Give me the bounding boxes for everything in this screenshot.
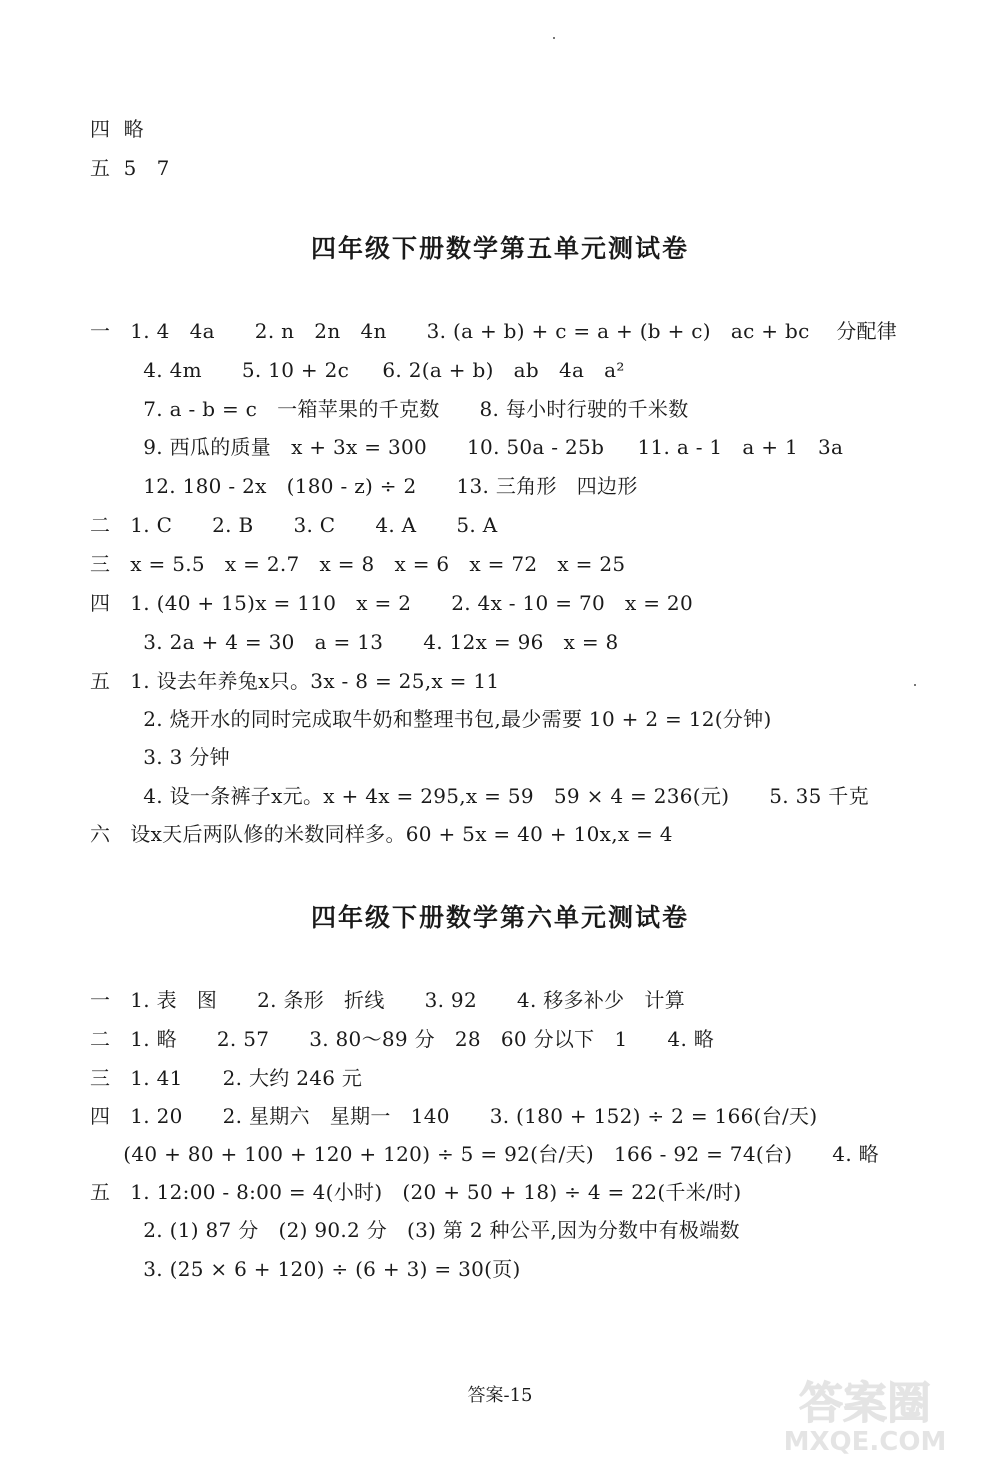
answer-line: 五 1. 设去年养兔x只。3x - 8 = 25,x = 11: [90, 669, 500, 693]
answer-line: 四 1. (40 + 15)x = 110 x = 2 2. 4x - 10 = 70 x = 20: [90, 591, 693, 615]
watermark-bottom: MXQE.COM: [783, 1427, 947, 1455]
answer-line: 4. 设一条裤子x元。x + 4x = 295,x = 59 59 × 4 = 236(元) 5. 35 千克: [90, 784, 869, 808]
answer-line: 二 1. 略 2. 57 3. 80～89 分 28 60 分以下 1 4. 略: [90, 1027, 715, 1051]
answer-line: 3. (25 × 6 + 120) ÷ (6 + 3) = 30(页): [90, 1257, 521, 1281]
section6-title: 四年级下册数学第六单元测试卷: [310, 903, 689, 932]
answer-line: 五 5 7: [90, 156, 170, 180]
answer-line: 一 1. 表 图 2. 条形 折线 3. 92 4. 移多补少 计算: [90, 988, 686, 1012]
answer-line: 三 1. 41 2. 大约 246 元: [90, 1066, 363, 1090]
answer-line: 3. 3 分钟: [90, 745, 230, 769]
answer-line: 三 x = 5.5 x = 2.7 x = 8 x = 6 x = 72 x = 25: [90, 552, 626, 576]
answer-line: 五 1. 12:00 - 8:00 = 4(小时) (20 + 50 + 18) ÷ 4 = 22(千米/时): [90, 1180, 742, 1204]
answer-line: 2. 烧开水的同时完成取牛奶和整理书包,最少需要 10 + 2 = 12(分钟): [90, 707, 772, 731]
answer-line: 六 设x天后两队修的米数同样多。60 + 5x = 40 + 10x,x = 4: [90, 822, 673, 846]
answer-line: 四 略: [90, 117, 144, 141]
answer-line: 9. 西瓜的质量 x + 3x = 300 10. 50a - 25b 11. a - 1 a + 1 3a: [90, 435, 844, 459]
dot-mark: [553, 37, 555, 39]
answer-line: 4. 4m 5. 10 + 2c 6. 2(a + b) ab 4a a²: [90, 358, 625, 382]
watermark-logo: [740, 1370, 990, 1455]
watermark-top: 答案圈: [799, 1378, 931, 1429]
dot-mark: [914, 684, 916, 686]
answer-line: 12. 180 - 2x (180 - z) ÷ 2 13. 三角形 四边形: [90, 474, 638, 498]
answer-line: 四 1. 20 2. 星期六 星期一 140 3. (180 + 152) ÷ 2 = 166(台/天): [90, 1104, 818, 1128]
answer-line: 7. a - b = c 一箱苹果的千克数 8. 每小时行驶的千米数: [90, 397, 689, 421]
page-number: 答案-15: [467, 1385, 533, 1406]
answer-line: (40 + 80 + 100 + 120 + 120) ÷ 5 = 92(台/天) 166 - 92 = 74(台) 4. 略: [90, 1142, 879, 1166]
section5-title: 四年级下册数学第五单元测试卷: [310, 234, 689, 263]
answer-line: 3. 2a + 4 = 30 a = 13 4. 12x = 96 x = 8: [90, 630, 619, 654]
answer-line: 一 1. 4 4a 2. n 2n 4n 3. (a + b) + c = a + (b + c) ac + bc 分配律: [90, 319, 898, 343]
answer-line: 二 1. C 2. B 3. C 4. A 5. A: [90, 513, 498, 537]
answer-line: 2. (1) 87 分 (2) 90.2 分 (3) 第 2 种公平,因为分数中有极端数: [90, 1218, 740, 1242]
